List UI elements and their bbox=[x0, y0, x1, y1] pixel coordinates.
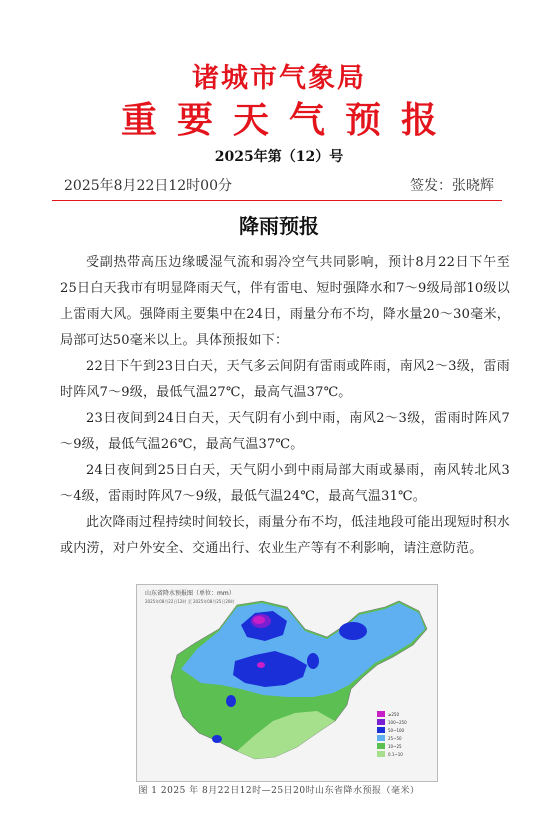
legend-label: ≥250 bbox=[388, 712, 399, 717]
legend-swatch bbox=[377, 735, 385, 741]
map-title: 山东省降水预报图（单位：mm） bbox=[145, 590, 235, 597]
heavy-rain-area-south bbox=[212, 735, 222, 743]
paragraph-warning: 此次降雨过程持续时间较长，雨量分布不均，低洼地段可能出现短时积水或内涝，对户外安全、交通出行、农业生产等有不利影响，请注意防范。 bbox=[60, 515, 510, 556]
heavy-rain-area-west bbox=[226, 695, 236, 707]
legend-swatch bbox=[377, 727, 385, 733]
legend-swatch bbox=[377, 711, 385, 717]
very-heavy-rain-core-center bbox=[257, 662, 265, 668]
agency-name: 诸城市气象局 bbox=[192, 63, 366, 94]
paragraph-intro: 受副热带高压边缘暖湿气流和弱冷空气共同影响，预计8月22日下午至25日白天我市有明显降雨天气，伴有雷电、短时强降水和7～9级局部10级以上雷雨大风。强降雨主要集中在24日，雨量分布不均，降水量20～30毫米，局部可达50毫米以上。具体预报如下： bbox=[60, 255, 510, 348]
section-heading: 降雨预报 bbox=[239, 214, 319, 238]
legend-label: 50~100 bbox=[388, 728, 405, 733]
signer: 签发：张晓辉 bbox=[410, 178, 494, 194]
document-title: 重要天气预报 bbox=[120, 99, 457, 141]
legend-label: 100~250 bbox=[388, 720, 407, 725]
issue-number: 2025年第（12）号 bbox=[214, 149, 344, 165]
forecast-body bbox=[60, 250, 510, 562]
legend-swatch bbox=[377, 743, 385, 749]
heavy-rain-area-east bbox=[339, 622, 367, 640]
legend-swatch bbox=[377, 719, 385, 725]
paragraph-day2: 23日夜间到24日白天，天气阴有小到中雨，南风2～3级，雷雨时阵风7～9级，最低气温26℃，最高气温37℃。 bbox=[60, 411, 510, 452]
red-divider bbox=[52, 200, 502, 201]
legend-label: 25~50 bbox=[388, 736, 402, 741]
paragraph-day3: 24日夜间到25日白天，天气阴小到中雨局部大雨或暴雨，南风转北风3～4级，雷雨时阵风7～9级，最低气温24℃，最高气温31℃。 bbox=[60, 463, 510, 504]
extreme-rain-core bbox=[253, 616, 265, 624]
legend-label: 0.1~10 bbox=[388, 752, 403, 757]
figure-caption: 图 1 2025 年 8月22日12时—25日20时山东省降水预报（毫米） bbox=[138, 786, 420, 796]
issue-time: 2025年8月22日12时00分 bbox=[64, 178, 232, 194]
legend-label: 10~25 bbox=[388, 744, 402, 749]
paragraph-day1: 22日下午到23日白天，天气多云间阴有雷雨或阵雨，南风2～3级，雷雨时阵风7～9级，最低气温27℃，最高气温37℃。 bbox=[60, 359, 510, 400]
precipitation-map-figure bbox=[136, 584, 438, 782]
legend-swatch bbox=[377, 751, 385, 757]
precipitation-map bbox=[137, 585, 437, 781]
map-subtitle: 2025年08月22日12时 至 2025年08月25日20时 bbox=[145, 599, 235, 604]
heavy-rain-area-east2 bbox=[307, 653, 319, 669]
